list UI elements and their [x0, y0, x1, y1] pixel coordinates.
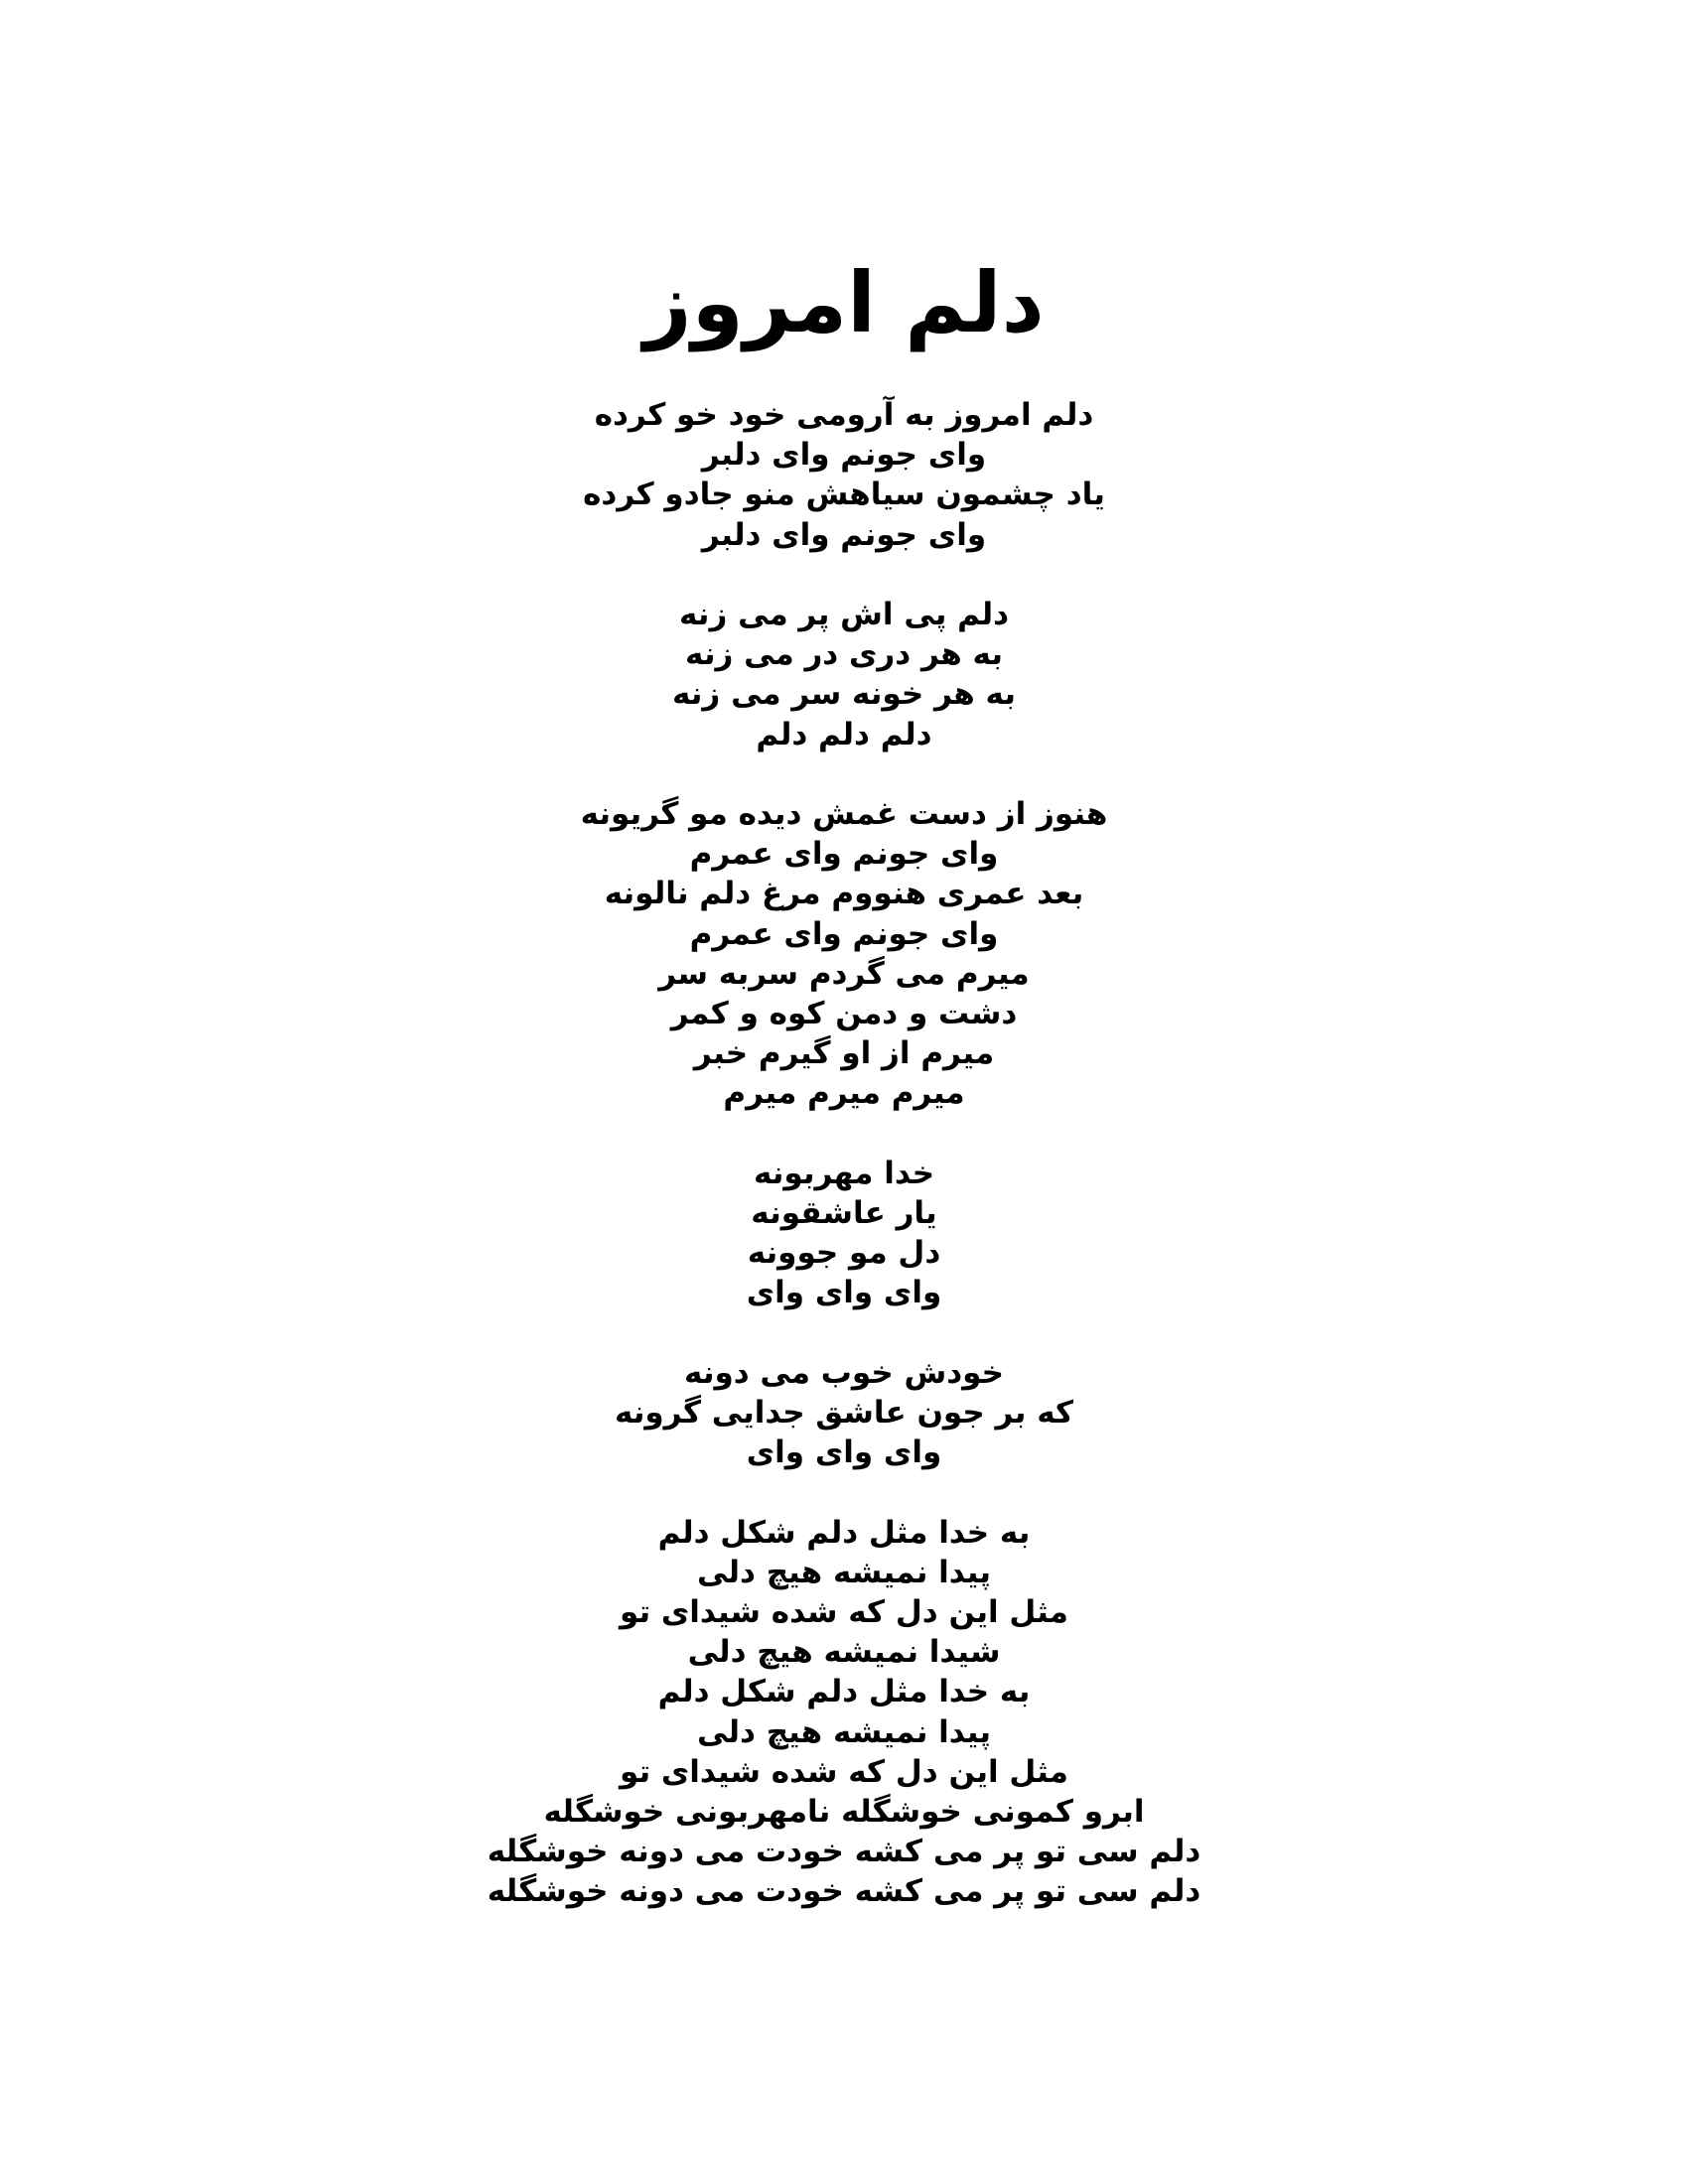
lyric-line: دل مو جوونه	[747, 1235, 941, 1272]
lyric-line: مثل این دل که شده شیدای تو	[620, 1594, 1068, 1631]
stanza-2	[0, 595, 1688, 754]
lyric-line: وای جونم وای عمرم	[689, 915, 999, 952]
lyric-line: به هر خونه سر می زنه	[671, 676, 1016, 713]
lyric-line: دلم دلم دلم	[756, 716, 932, 752]
lyric-line: به خدا مثل دلم شکل دلم	[657, 1674, 1031, 1710]
lyrics-body	[0, 395, 1688, 1912]
lyric-line: ابرو کمونی خوشگله نامهربونی خوشگله	[543, 1794, 1145, 1831]
lyric-line: شیدا نمیشه هیچ دلی	[687, 1634, 1001, 1671]
lyric-line: خدا مهربونه	[753, 1155, 935, 1191]
lyric-line: که بر جون عاشق جدایی گرونه	[614, 1395, 1074, 1432]
lyric-line: دلم سی تو پر می کشه خودت می دونه خوشگله	[487, 1873, 1201, 1910]
stanza-4	[0, 1154, 1688, 1313]
lyric-line: وای جونم وای دلبر	[701, 516, 987, 553]
lyric-line: دلم امروز به آرومی خود خو کرده	[594, 397, 1094, 433]
lyric-line: یاد چشمون سیاهش منو جادو کرده	[583, 477, 1105, 513]
lyric-line: یار عاشقونه	[751, 1195, 937, 1232]
stanza-3	[0, 794, 1688, 1114]
lyric-line: وای جونم وای عمرم	[689, 836, 999, 873]
lyric-line: وای جونم وای دلبر	[701, 437, 987, 474]
lyric-line: به هر دری در می زنه	[685, 636, 1003, 673]
lyric-line: بعد عمری هنووم مرغ دلم نالونه	[604, 876, 1084, 912]
lyric-line: خودش خوب می دونه	[684, 1354, 1004, 1391]
lyric-line: دشت و دمن کوه و کمر	[670, 996, 1018, 1032]
lyric-line: مثل این دل که شده شیدای تو	[620, 1753, 1068, 1790]
lyric-line: وای وای وای	[746, 1275, 942, 1311]
lyric-line: میرم میرم میرم	[723, 1075, 965, 1112]
stanza-6	[0, 1513, 1688, 1912]
lyric-line: پیدا نمیشه هیچ دلی	[696, 1554, 992, 1590]
lyric-line: میرم از او گیرم خبر	[693, 1035, 995, 1072]
lyric-line: هنوز از دست غمش دیده مو گریونه	[580, 796, 1108, 832]
stanza-5	[0, 1353, 1688, 1473]
page-title: دلم امروز	[643, 254, 1045, 351]
lyric-line: به خدا مثل دلم شکل دلم	[657, 1514, 1031, 1551]
lyric-line: دلم پی اش پر می زنه	[679, 597, 1009, 632]
lyric-line: دلم سی تو پر می کشه خودت می دونه خوشگله	[487, 1834, 1201, 1870]
lyric-line: میرم می گردم سربه سر	[658, 955, 1030, 992]
lyric-line: وای وای وای	[746, 1434, 942, 1471]
stanza-1	[0, 395, 1688, 555]
lyric-line: پیدا نمیشه هیچ دلی	[696, 1713, 992, 1750]
